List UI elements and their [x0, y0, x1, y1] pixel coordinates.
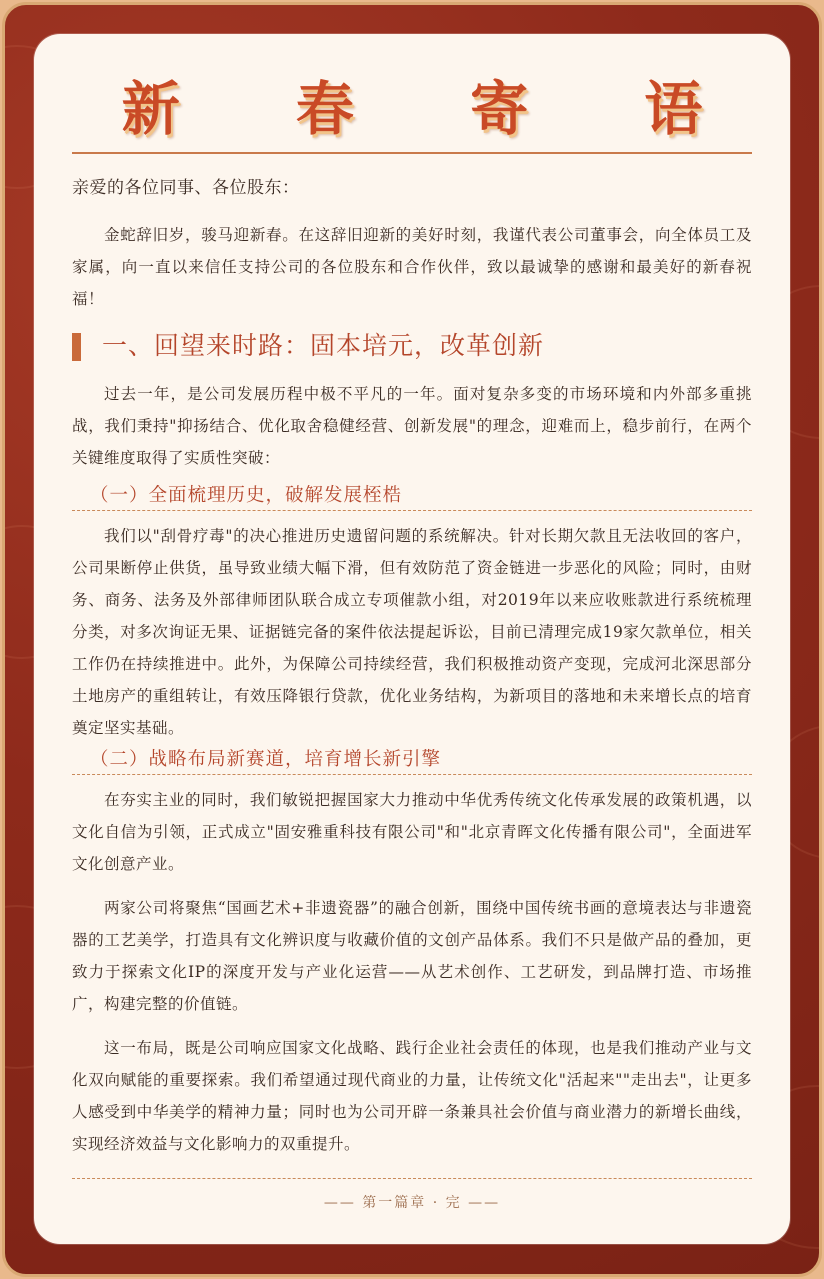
- greeting: 亲爱的各位同事、各位股东：: [72, 178, 300, 198]
- subsection-heading-2-text: （二）战略布局新赛道，培育增长新引擎: [90, 749, 442, 770]
- subsection2-body-1: 在夯实主业的同时，我们敏锐把握国家大力推动中华优秀传统文化传承发展的政策机遇，以文化自信为引领，正式成立"固安雅重科技有限公司"和"北京青晖文化传播有限公司"，全面进军文化创意产业。: [72, 791, 752, 873]
- footer-text: —— 第一篇章 · 完 ——: [323, 1195, 501, 1211]
- intro-paragraph: 金蛇辞旧岁，骏马迎新春。在这辞旧迎新的美好时刻，我谨代表公司董事会，向全体员工及家属，向一直以来信任支持公司的各位股东和合作伙伴，致以最诚挚的感谢和最美好的新春祝福！: [72, 226, 752, 308]
- subsection-divider: [72, 510, 752, 511]
- subsection-heading-2: [72, 746, 752, 774]
- footer-divider: [72, 1178, 752, 1179]
- page-title: 新 春 寄 语: [121, 75, 751, 143]
- section-heading-1: [72, 331, 752, 361]
- section-heading-1-text: 一、回望来时路：固本培元，改革创新: [102, 331, 545, 360]
- subsection-heading-1-text: （一）全面梳理历史，破解发展桎梏: [90, 485, 403, 506]
- heading-bar-marker: [72, 333, 81, 361]
- subsection1-body: 我们以"刮骨疗毒"的决心推进历史遗留问题的系统解决。针对长期欠款且无法收回的客户，公司果断停止供货，虽导致业绩大幅下滑，但有效防范了资金链进一步恶化的风险；同时，由财务、商务、法务及外部律师团队联合成立专项催款小组，对2019年以来应收账款进行系统梳理分类，对多次询证无果、证据链完备的案件依法提起诉讼，目前已清理完成19家欠款单位，相关工作仍在持续推进中。此外，为保障公司持续经营，我们积极推动资产变现，完成河北深思部分土地房产的重组转让，有效压降银行贷款，优化业务结构，为新项目的落地和未来增长点的培育奠定坚实基础。: [72, 527, 752, 737]
- section1-intro: 过去一年，是公司发展历程中极不平凡的一年。面对复杂多变的市场环境和内外部多重挑战，我们秉持"抑扬结合、优化取舍稳健经营、创新发展"的理念，迎难而上，稳步前行，在两个关键维度取得了实质性突破：: [72, 385, 752, 467]
- subsection2-body-2: 两家公司将聚焦“国画艺术+非遗瓷器”的融合创新，围绕中国传统书画的意境表达与非遗瓷器的工艺美学，打造具有文化辨识度与收藏价值的文创产品体系。我们不只是做产品的叠加，更致力于探索文化IP的深度开发与产业化运营——从艺术创作、工艺研发，到品牌打造、市场推广，构建完整的价值链。: [72, 899, 752, 1013]
- subsection-heading-1: [72, 482, 752, 510]
- subsection2-body-3: 这一布局，既是公司响应国家文化战略、践行企业社会责任的体现，也是我们推动产业与文化双向赋能的重要探索。我们希望通过现代商业的力量，让传统文化"活起来""走出去"，让更多人感受到中华美学的精神力量；同时也为公司开辟一条兼具社会价值与商业潜力的新增长曲线，实现经济效益与文化影响力的双重提升。: [72, 1039, 752, 1153]
- subsection-divider: [72, 774, 752, 775]
- title-divider: [72, 152, 752, 154]
